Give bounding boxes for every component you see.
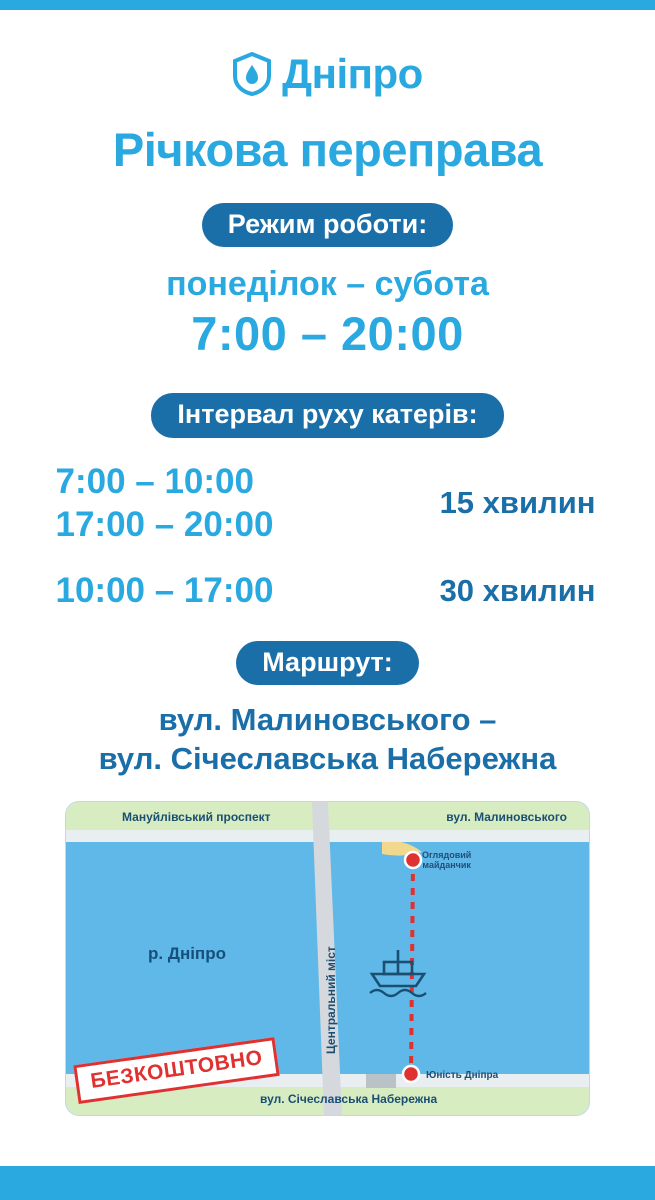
page-title: Річкова переправа xyxy=(112,123,543,176)
poster-content xyxy=(0,10,655,1166)
route-text xyxy=(0,701,655,779)
schedule-label: Режим роботи: xyxy=(202,203,454,247)
map-label-malynovskoho: вул. Малиновського xyxy=(446,809,567,824)
schedule-days: понеділок – субота xyxy=(166,265,489,304)
interval-table xyxy=(48,460,608,613)
interval-row xyxy=(48,569,608,613)
brand-header xyxy=(0,52,655,96)
route-label: Маршрут: xyxy=(236,641,419,685)
schedule-label-row xyxy=(0,203,655,247)
interval-times-group xyxy=(48,460,274,548)
route-line-1: вул. Малиновського – xyxy=(158,702,497,738)
interval-times-line: 7:00 – 10:00 xyxy=(55,461,254,501)
interval-times-line: 17:00 – 20:00 xyxy=(55,505,274,545)
map-label-viewpoint xyxy=(422,850,471,871)
map-label-sicheslavska: вул. Січеславська Набережна xyxy=(260,1091,438,1106)
map-label-viewpoint-line2: майданчик xyxy=(422,860,471,871)
interval-value: 15 хвилин xyxy=(439,485,596,521)
interval-times-group xyxy=(48,569,274,613)
shield-drop-icon xyxy=(232,52,272,96)
interval-label: Інтервал руху катерів: xyxy=(151,393,503,437)
free-stamp: БЕЗКОШТОВНО xyxy=(73,1037,280,1104)
interval-row xyxy=(48,460,608,548)
map-label-manuylivskyi: Мануйлівський проспект xyxy=(122,809,271,824)
interval-label-row xyxy=(0,393,655,437)
route-map xyxy=(65,801,590,1116)
bottom-accent-bar xyxy=(0,1166,655,1200)
schedule-hours: 7:00 – 20:00 xyxy=(191,307,464,361)
map-label-river: р. Дніпро xyxy=(148,943,226,963)
route-line-2: вул. Січеславська Набережна xyxy=(98,741,557,777)
interval-section xyxy=(0,393,655,613)
map-label-bridge: Центральний міст xyxy=(324,945,338,1054)
interval-times-line: 10:00 – 17:00 xyxy=(55,571,274,611)
map-label-youth: Юність Дніпра xyxy=(426,1069,499,1081)
top-accent-bar xyxy=(0,0,655,10)
brand-name: Дніпро xyxy=(282,50,423,97)
interval-value: 30 хвилин xyxy=(439,573,596,609)
route-label-row xyxy=(0,641,655,685)
map-label-viewpoint-line1: Оглядовий xyxy=(422,849,472,860)
route-section xyxy=(0,641,655,779)
